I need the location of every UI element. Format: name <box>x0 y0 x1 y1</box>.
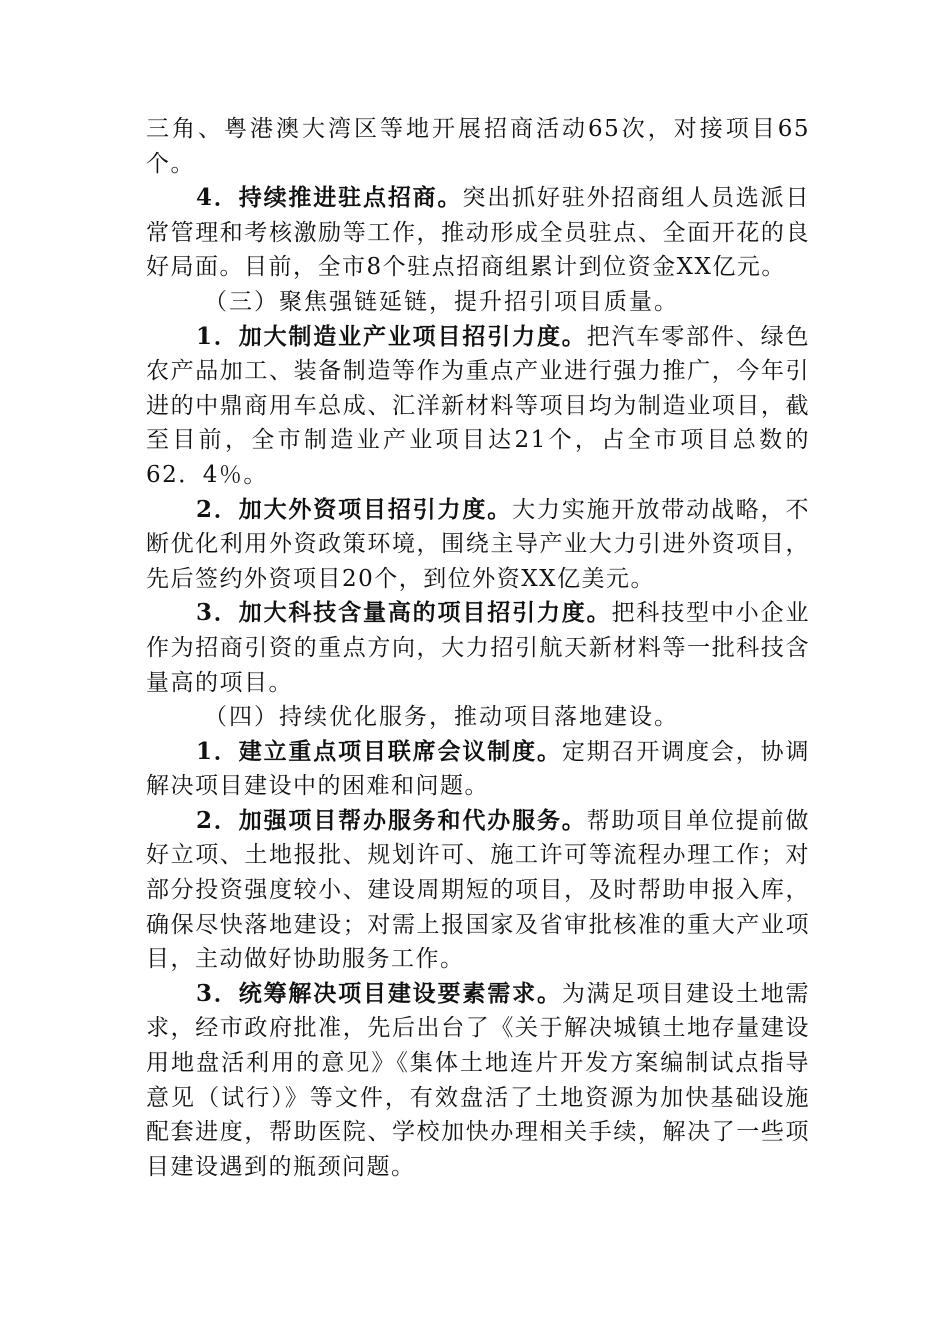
paragraph-heading: 2．加大外资项目招引力度。 <box>196 495 513 523</box>
paragraph-resource-needs <box>146 977 810 1185</box>
paragraph-foreign-investment <box>146 493 810 597</box>
paragraph-continuation <box>146 112 810 181</box>
paragraph-text: 三角、粤港澳大湾区等地开展招商活动65次，对接项目65个。 <box>146 116 810 177</box>
section-heading-4: （四）持续优化服务，推动项目落地建设。 <box>204 704 679 731</box>
paragraph-tech-projects <box>146 596 810 700</box>
paragraph-heading: 3．加大科技含量高的项目招引力度。 <box>196 599 612 627</box>
paragraph-text: 把科技型中小企业作为招商引资的重点方向，大力招引航天新材料等一批科技含量高的项目。 <box>146 600 810 696</box>
section-heading-3: （三）聚焦强链延链，提升招引项目质量。 <box>204 288 679 315</box>
paragraph-heading: 2．加强项目帮办服务和代办服务。 <box>196 806 587 834</box>
paragraph-heading: 3．统筹解决项目建设要素需求。 <box>196 979 562 1007</box>
paragraph-heading: 1．加大制造业产业项目招引力度。 <box>196 322 587 350</box>
paragraph-heading: 4．持续推进驻点招商。 <box>196 184 463 212</box>
paragraph-heading: 1．建立重点项目联席会议制度。 <box>196 737 562 765</box>
paragraph-manufacturing <box>146 320 810 493</box>
paragraph-joint-meeting <box>146 735 810 804</box>
paragraph-text: 帮助项目单位提前做好立项、土地报批、规划许可、施工许可等流程办理工作；对部分投资强度较小、建设周期短的项目，及时帮助申报入库，确保尽快落地建设；对需上报国家及省审批核准的重大产业项目，主动做好协助服务工作。 <box>146 807 810 973</box>
paragraph-text: 把汽车零部件、绿色农产品加工、装备制造等作为重点产业进行强力推广，今年引进的中鼎商用车总成、汇洋新材料等项目均为制造业项目，截至目前，全市制造业产业项目达21个，占全市项目总数的62．4％。 <box>146 323 810 488</box>
paragraph-text: 为满足项目建设土地需求，经市政府批准，先后出台了《关于解决城镇土地存量建设用地盘活利用的意见》《集体土地连片开发方案编制试点指导意见（试行）》等文件，有效盘活了土地资源为加快基础设施配套进度，帮助医院、学校加快办理相关手续，解决了一些项目建设遇到的瓶颈问题。 <box>146 980 810 1180</box>
paragraph-agency-service <box>146 804 810 977</box>
paragraph-text: 大力实施开放带动战略，不断优化利用外资政策环境，围绕主导产业大力引进外资项目，先后签约外资项目20个，到位外资XX亿美元。 <box>146 496 810 592</box>
paragraph-resident-investment <box>146 181 810 285</box>
paragraph-text: 定期召开调度会，协调解决项目建设中的困难和问题。 <box>146 738 810 800</box>
paragraph-text: 突出抓好驻外招商组人员选派日常管理和考核激励等工作，推动形成全员驻点、全面开花的良好局面。目前，全市8个驻点招商组累计到位资金XX亿元。 <box>146 185 811 281</box>
